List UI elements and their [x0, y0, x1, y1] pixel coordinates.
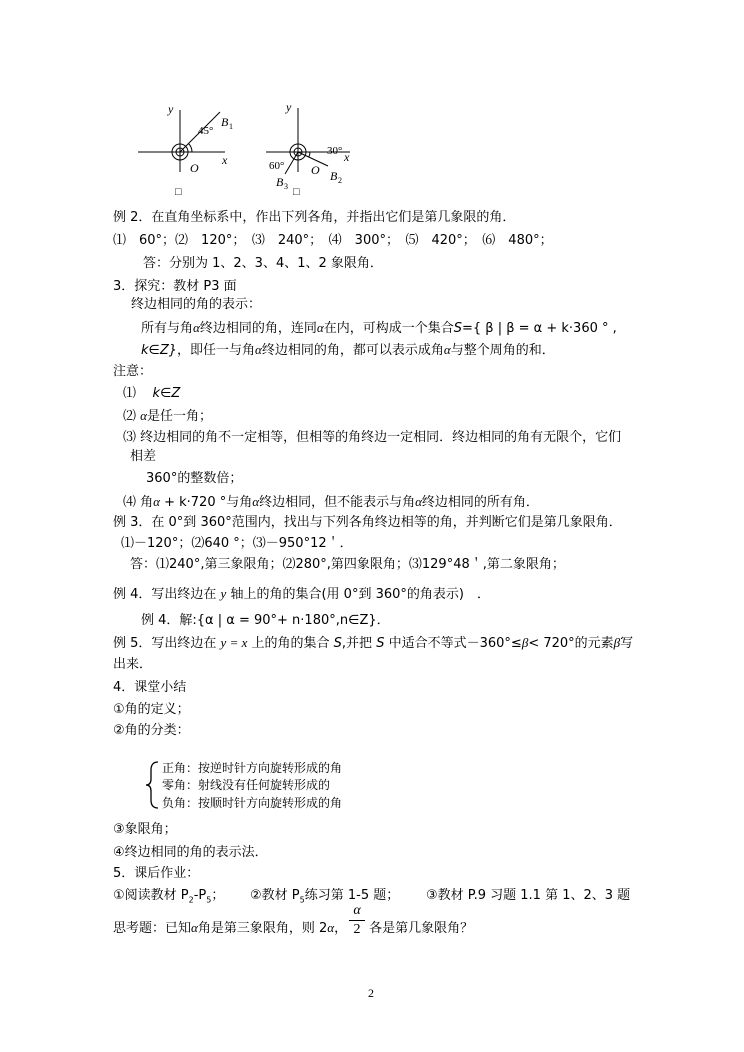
think-question: 思考题：已知α角是第三象限角，则 2α， 各是第几象限角？: [113, 920, 474, 936]
note-2: ⑵ α是任一角；: [123, 408, 212, 424]
example-4-title: 例 4．写出终边在 y 轴上的角的集合(用 0°到 360°的角表示) ．: [113, 586, 490, 602]
point-b2-label: B: [330, 169, 338, 183]
angle-60-label: 60°: [269, 160, 285, 172]
angle-30-label: 30°: [327, 145, 343, 157]
point-b3-label: B: [276, 175, 284, 189]
note-3-continued: 相差: [130, 449, 157, 464]
point-b-subscript: 1: [229, 122, 233, 131]
explore-line-1: 所有与角α终边相同的角，连同α在内，可构成一个集合S={ β | β = α + k·360 ° ,: [141, 320, 617, 336]
summary-item-3: ③象限角；: [113, 822, 177, 837]
note-1: ⑴ k∈Z: [123, 386, 181, 401]
note-4: ⑷ 角α + k·720 °与角α终边相同，但不能表示与角α终边相同的所有角．: [123, 494, 539, 510]
explore-line-2: k∈Z}，即任一与角α终边相同的角，都可以表示成角α与整个周角的和．: [141, 342, 555, 358]
summary-item-4: ④终边相同的角的表示法．: [113, 845, 268, 860]
example-5-line-2: 出来．: [113, 657, 153, 672]
summary-title: 4．课堂小结: [113, 680, 187, 695]
figure-caption-box: □: [175, 186, 182, 198]
fraction-denominator: 2: [353, 922, 361, 937]
homework-item-1: ①阅读教材 $P_2-P_5$；: [113, 888, 225, 905]
angle-class-negative: 负角：按顺时针方向旋转形成的角: [162, 796, 343, 810]
point-b3-subscript: 3: [284, 182, 288, 191]
page-number: 2: [368, 986, 374, 1000]
explore-subtitle: 终边相同的角的表示：: [131, 297, 262, 312]
example-3-answer: 答：⑴240°,第三象限角；⑵280°,第四象限角；⑶129°48＇,第二象限角；: [130, 557, 565, 572]
example-3-title: 例 3．在 0°到 360°范围内，找出与下列各角终边相等的角，并判断它们是第几象限角．: [113, 515, 622, 530]
example-5-line-1: 例 5．写出终边在 y = x 上的角的集合 S,并把 S 中适合不等式－360°≤β< 720°的元素β写: [113, 635, 634, 651]
summary-item-1: ①角的定义；: [113, 702, 190, 717]
x-axis-label: x: [222, 153, 228, 167]
fraction-numerator: α: [353, 903, 361, 918]
figure-angle-45: [130, 98, 240, 198]
homework-title: 5．课后作业：: [113, 866, 200, 881]
note-3: ⑶ 终边相同的角不一定相等，但相等的角终边一定相同．终边相同的角有无限个，它们: [123, 430, 622, 445]
example-3-items: ⑴－120°；⑵640 °；⑶－950°12＇．: [121, 536, 353, 551]
example-4-solution: 例 4．解:{α | α = 90°+ n·180°,n∈Z}．: [141, 613, 390, 628]
origin-label: O: [190, 161, 199, 175]
y-axis-label: y: [168, 102, 174, 116]
x-axis-label: x: [344, 150, 350, 164]
explore-title: 3．探究：教材 P3 面: [113, 279, 237, 294]
notes-title: 注意：: [113, 364, 153, 379]
example-2-items: ⑴ 60°；⑵ 120°； ⑶ 240°； ⑷ 300°； ⑸ 420°； ⑹ 480°；: [113, 233, 553, 248]
fraction-alpha-over-2: [349, 903, 365, 938]
point-b-label: B: [221, 115, 229, 129]
angle-class-zero: 零角：射线没有任何旋转形成的: [162, 778, 331, 792]
summary-item-2: ②角的分类：: [113, 723, 190, 738]
angle-label: 45°: [198, 125, 214, 137]
origin-label: O: [311, 163, 320, 177]
homework-item-2: ②教材 $P_5$练习第 1-5 题；: [250, 888, 400, 905]
figure-caption-box: □: [293, 186, 300, 198]
example-2-title: 例 2．在直角坐标系中，作出下列各角，并指出它们是第几象限的角．: [113, 210, 516, 225]
figure-angle-30-60: [258, 98, 368, 198]
homework-item-3: ③教材 P.9 习题 1.1 第 1、2、3 题: [426, 888, 631, 903]
point-b2-subscript: 2: [338, 176, 342, 185]
note-3-continued-2: 360°的整数倍；: [146, 471, 243, 486]
y-axis-label: y: [286, 100, 292, 114]
angle-class-positive: 正角：按逆时针方向旋转形成的角: [162, 761, 343, 775]
example-2-answer: 答：分别为 1、2、3、4、1、2 象限角．: [143, 256, 383, 271]
left-brace-icon: [145, 760, 161, 810]
